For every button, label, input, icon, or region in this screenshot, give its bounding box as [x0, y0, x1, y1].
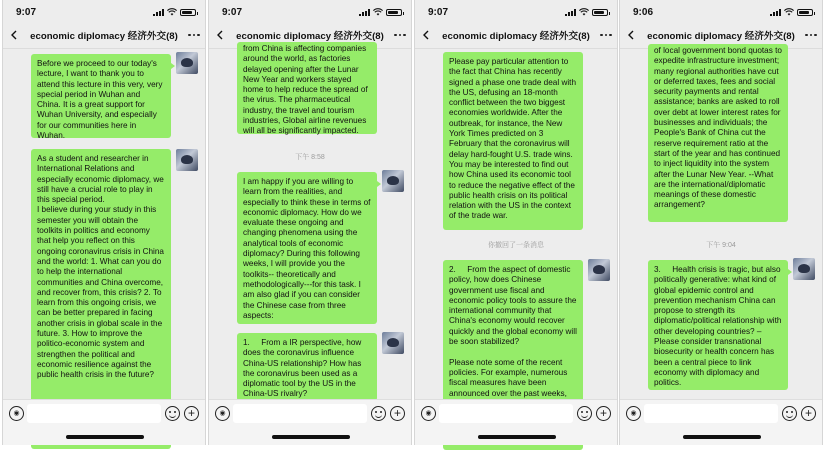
back-button[interactable] [209, 30, 231, 40]
message-input[interactable] [439, 404, 573, 423]
voice-input-button[interactable]: ◉ [626, 406, 641, 421]
message-list[interactable] [3, 50, 205, 399]
input-bar [209, 399, 411, 445]
home-indicator [272, 435, 350, 439]
plus-button[interactable]: + [801, 406, 816, 421]
avatar[interactable] [176, 52, 198, 74]
signal-icon [359, 9, 370, 16]
voice-input-button[interactable]: ◉ [215, 406, 230, 421]
status-time: 9:07 [222, 7, 243, 18]
message-input[interactable] [644, 404, 778, 423]
status-time: 9:07 [16, 7, 37, 18]
plus-button[interactable]: + [184, 406, 199, 421]
wifi-icon [373, 8, 383, 16]
status-bar [620, 0, 822, 22]
battery-icon [180, 9, 196, 16]
timestamp: 下午 9:04 [706, 242, 736, 249]
message-bubble[interactable]: 1. From a IR perspective, how does the coronavirus influence China-US relationship? How has the coronavirus been used as a diplomatic tool by the US in the China-US rivalry? [237, 333, 377, 401]
avatar[interactable] [588, 259, 610, 281]
status-bar [415, 0, 617, 22]
avatar[interactable] [382, 332, 404, 354]
chevron-left-icon [628, 30, 634, 40]
home-indicator [683, 435, 761, 439]
emoji-button[interactable] [577, 406, 592, 421]
message-bubble[interactable]: 3. Health crisis is tragic, but also politically generative: what kind of global epidemic control and prevention mechanism China can propose to strength its diplomatic/political relationship with other developing countries? – Please consider transnational biosecurity or health concern has been a central piece to link economy with diplomacy and politics. [648, 260, 788, 390]
chat-title: economic diplomacy 经济外交(8) [442, 31, 590, 42]
message-bubble[interactable]: As a student and researcher in International Relations and especially economic diplomacy, we still have a crucial role to play in this special period. I believe during your study in this semester you will obtain the toolkits in politics and economy that help you reflect on this ongoing coronavirus crisis in China and the world: 1. What can you do to help the international communities and China overcome, and recover from, this crisis? 2. To learn from this ongoing crisis, we can be better prepared in facing another crisis in global scale in the future. 3. How to improve the politico-economic system and strengthen the political and economic resilience against the public health crisis in the future? [31, 149, 171, 449]
wifi-icon [784, 8, 794, 16]
message-list[interactable] [209, 44, 411, 399]
message-bubble[interactable]: I am happy if you are willing to learn from the realities, and especially to think these in terms of economic diplomacy. How do we evaluate these ongoing and changing phenomena using the analytical tools of economic diplomacy? During this following weeks, I will provide you the toolkits-- theoretically and methodologically---for this task. I am also glad if you can consider the Chinese case from three aspects: [237, 172, 377, 324]
message-bubble[interactable]: 2. From the aspect of domestic policy, how does Chinese government use fiscal and economic policy tools to assure the international community that China's economy would recover quickly and the global economy will be soon stabilized? Please note some of the recent policies. For example, numerous fiscal measures have been announced over the past weeks, [443, 260, 583, 450]
timestamp: 下午 8:58 [295, 154, 325, 161]
avatar[interactable] [176, 149, 198, 171]
phone-screen-1 [2, 0, 206, 445]
emoji-button[interactable] [165, 406, 180, 421]
message-list[interactable] [415, 50, 617, 399]
voice-input-button[interactable]: ◉ [421, 406, 436, 421]
plus-button[interactable]: + [390, 406, 405, 421]
signal-icon [153, 9, 164, 16]
chat-header [415, 22, 617, 49]
more-options-button[interactable] [183, 34, 205, 37]
phone-screen-2 [208, 0, 412, 445]
signal-icon [565, 9, 576, 16]
back-button[interactable] [3, 30, 25, 40]
battery-icon [592, 9, 608, 16]
chat-title: economic diplomacy 经济外交(8) [647, 31, 795, 42]
chat-title: economic diplomacy 经济外交(8) [236, 31, 384, 42]
signal-icon [770, 9, 781, 16]
message-input[interactable] [233, 404, 367, 423]
status-bar [3, 0, 205, 22]
wifi-icon [579, 8, 589, 16]
message-bubble[interactable]: Before we proceed to our today's lecture, I want to thank you to attend this lecture in this very, very special period in Wuhan and China. It is a great support for Wuhan University, and especially for our communities here in Wuhan. [31, 54, 171, 138]
battery-icon [797, 9, 813, 16]
emoji-button[interactable] [782, 406, 797, 421]
status-time: 9:07 [428, 7, 449, 18]
status-bar [209, 0, 411, 22]
more-options-button[interactable] [800, 34, 822, 37]
phone-screen-3 [414, 0, 618, 445]
more-options-button[interactable] [595, 34, 617, 37]
recall-notice: 你撤回了一条消息 [488, 242, 544, 249]
emoji-button[interactable] [371, 406, 386, 421]
message-list[interactable] [620, 46, 822, 399]
wifi-icon [167, 8, 177, 16]
home-indicator [66, 435, 144, 439]
voice-input-button[interactable]: ◉ [9, 406, 24, 421]
status-time: 9:06 [633, 7, 654, 18]
battery-icon [386, 9, 402, 16]
message-bubble[interactable]: from China is affecting companies around the world, as factories delayed opening after the Lunar New Year and workers stayed home to help reduce the spread of the virus. The pharmaceutical industry, the travel and tourism industries, Global airline revenues will all be significantly impacted. [237, 42, 377, 134]
message-input[interactable] [27, 404, 161, 423]
input-bar [3, 399, 205, 445]
chevron-left-icon [423, 30, 429, 40]
home-indicator [478, 435, 556, 439]
avatar[interactable] [793, 258, 815, 280]
chat-header [3, 22, 205, 49]
chevron-left-icon [217, 30, 223, 40]
input-bar [415, 399, 617, 445]
more-options-button[interactable] [389, 34, 411, 37]
back-button[interactable] [415, 30, 437, 40]
input-bar [620, 399, 822, 445]
avatar[interactable] [382, 170, 404, 192]
chevron-left-icon [11, 30, 17, 40]
message-bubble[interactable]: of local government bond quotas to expedite infrastructure investment; many regional authorities have cut or deferred taxes, fees and social security payments and rental assistance; banks are asked to roll over debt at lower interest rates for businesses and individuals; the People's Bank of China cut the reserve requirement ratio at the start of the year and has continued to inject liquidity into the system after the Lunar New Year. --What are the international/diplomatic meanings of these domestic arrangement? [648, 44, 788, 222]
plus-button[interactable]: + [596, 406, 611, 421]
message-bubble[interactable]: Please pay particular attention to the fact that China has recently signed a phase one trade deal with the US, defusing an 18-month conflict between the two biggest economies worldwide. After the outbreak, for instance, the New York Times predicted on 3 February that the coronavirus will delay hard-fought U.S. trade wins. You may be interested to find out how China used its economic tool to reduce the negative effect of the public health crisis on its political relation with the US in the context of the trade war. [443, 52, 583, 230]
back-button[interactable] [620, 30, 642, 40]
phone-screen-4 [619, 0, 823, 445]
chat-title: economic diplomacy 经济外交(8) [30, 31, 178, 42]
